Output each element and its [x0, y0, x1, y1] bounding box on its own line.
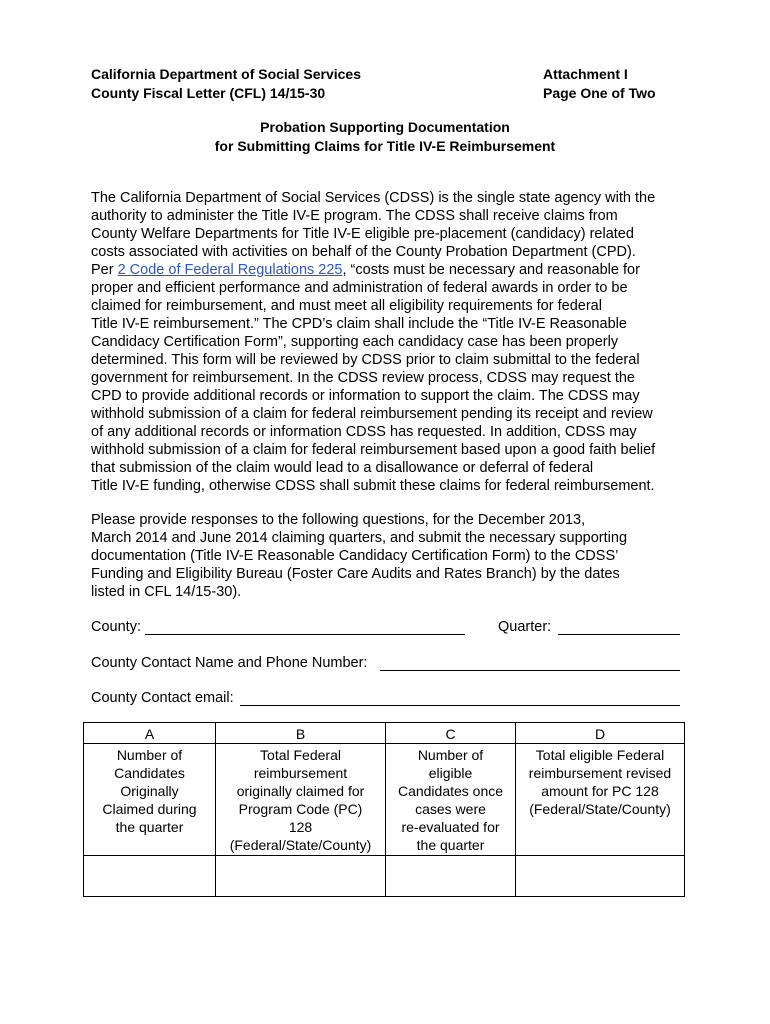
column-c-letter: C	[386, 723, 516, 744]
paragraph-line: that submission of the claim would lead to a disallowance or deferral of federal	[91, 460, 594, 476]
header-text: Originally	[120, 783, 179, 799]
paragraph-line: government for reimbursement. In the CDSS review process, CDSS may request the	[91, 370, 635, 386]
paragraph-line: Funding and Eligibility Bureau (Foster Care Audits and Rates Branch) by the dates	[91, 566, 620, 582]
department-name: California Department of Social Services	[91, 66, 361, 82]
document-title	[0, 118, 770, 156]
letter-number: County Fiscal Letter (CFL) 14/15-30	[91, 85, 326, 101]
contact-name-phone-label: County Contact Name and Phone Number:	[91, 655, 368, 671]
header-text: amount for PC 128	[541, 783, 659, 799]
entry-cell-c[interactable]	[386, 856, 516, 897]
header-text: Number of	[116, 747, 183, 763]
table-entry-row	[84, 856, 685, 897]
page-label: Page One of Two	[543, 85, 656, 101]
paragraph-line: withhold submission of a claim for federal reimbursement pending its receipt and review	[91, 406, 653, 422]
header-text: Program Code (PC)	[238, 801, 363, 817]
header-right	[543, 65, 656, 103]
paragraph-line: withhold submission of a claim for federal reimbursement based upon a good faith belief	[91, 442, 656, 458]
cfr-link[interactable]: 2 Code of Federal Regulations 225	[117, 262, 343, 278]
quarter-label: Quarter:	[498, 619, 552, 635]
header-left	[91, 65, 361, 103]
header-text: (Federal/State/County)	[229, 837, 372, 853]
entry-cell-a[interactable]	[84, 856, 216, 897]
header-text: reimbursement	[253, 765, 348, 781]
table-header-letters	[84, 723, 685, 744]
title-line-1: Probation Supporting Documentation	[260, 119, 510, 135]
paragraph-line: Title IV-E funding, otherwise CDSS shall submit these claims for federal reimbursement.	[91, 478, 655, 494]
header-text: originally claimed for	[236, 783, 365, 799]
quote-text: , “costs must be necessary and reasonable for	[342, 262, 640, 278]
header-text: Claimed during	[102, 801, 197, 817]
header-text: Total Federal	[260, 747, 341, 763]
column-d-letter: D	[516, 723, 685, 744]
header-text: 128	[288, 819, 313, 835]
header-text: cases were	[415, 801, 486, 817]
entry-cell-b[interactable]	[216, 856, 386, 897]
header-text: Total eligible Federal	[535, 747, 665, 763]
header-text: reimbursement revised	[528, 765, 672, 781]
paragraph-line: costs associated with activities on behalf of the County Probation Department (CPD).	[91, 244, 636, 260]
column-d-header	[516, 744, 685, 856]
column-a-letter: A	[84, 723, 216, 744]
paragraph-line: of any additional records or information CDSS has requested. In addition, CDSS may	[91, 424, 637, 440]
title-line-2: for Submitting Claims for Title IV-E Reimbursement	[214, 138, 556, 154]
header-text: Candidates	[114, 765, 185, 781]
column-a-header	[84, 744, 216, 856]
county-input-line[interactable]	[145, 634, 465, 635]
paragraph-line: CPD to provide additional records or information to support the claim. The CDSS may	[91, 388, 640, 404]
intro-paragraph	[91, 189, 691, 495]
header-text: eligible	[428, 765, 473, 781]
contact-email-label: County Contact email:	[91, 690, 234, 706]
attachment-label: Attachment I	[543, 66, 628, 82]
header-text: Candidates once	[397, 783, 504, 799]
paragraph-line: March 2014 and June 2014 claiming quarters, and submit the necessary supporting	[91, 530, 628, 546]
entry-cell-d[interactable]	[516, 856, 685, 897]
per-text: Per	[91, 262, 118, 278]
paragraph-line: Candidacy Certification Form”, supporting each candidacy case has been properly	[91, 334, 619, 350]
paragraph-line: The California Department of Social Services (CDSS) is the single state agency with the	[91, 190, 656, 206]
paragraph-line: County Welfare Departments for Title IV-E eligible pre-placement (candidacy) related	[91, 226, 634, 242]
header-text: Number of	[417, 747, 484, 763]
quarter-input-line[interactable]	[558, 634, 680, 635]
paragraph-line	[91, 261, 691, 279]
paragraph-line: determined. This form will be reviewed by CDSS prior to claim submittal to the federal	[91, 352, 640, 368]
paragraph-line: proper and efficient performance and administration of federal awards in order to be	[91, 280, 628, 296]
header-text: re-evaluated for	[401, 819, 500, 835]
column-b-header	[216, 744, 386, 856]
contact-name-phone-input-line[interactable]	[380, 670, 680, 671]
header-text: the quarter	[115, 819, 184, 835]
paragraph-line: Title IV-E reimbursement.” The CPD’s claim shall include the “Title IV-E Reasonable	[91, 316, 627, 332]
column-c-header	[386, 744, 516, 856]
table-header-descriptions	[84, 744, 685, 856]
paragraph-line: documentation (Title IV-E Reasonable Candidacy Certification Form) to the CDSS’	[91, 548, 619, 564]
paragraph-line: Please provide responses to the following questions, for the December 2013,	[91, 512, 586, 528]
paragraph-line: authority to administer the Title IV-E program. The CDSS shall receive claims from	[91, 208, 618, 224]
paragraph-line: listed in CFL 14/15-30).	[91, 584, 242, 600]
column-b-letter: B	[216, 723, 386, 744]
reimbursement-table	[83, 722, 685, 897]
paragraph-line: claimed for reimbursement, and must meet all eligibility requirements for federal	[91, 298, 602, 314]
header-text: the quarter	[416, 837, 485, 853]
contact-email-input-line[interactable]	[240, 705, 680, 706]
instructions-paragraph	[91, 511, 691, 601]
county-label: County:	[91, 619, 141, 635]
header-text: (Federal/State/County)	[529, 801, 671, 817]
